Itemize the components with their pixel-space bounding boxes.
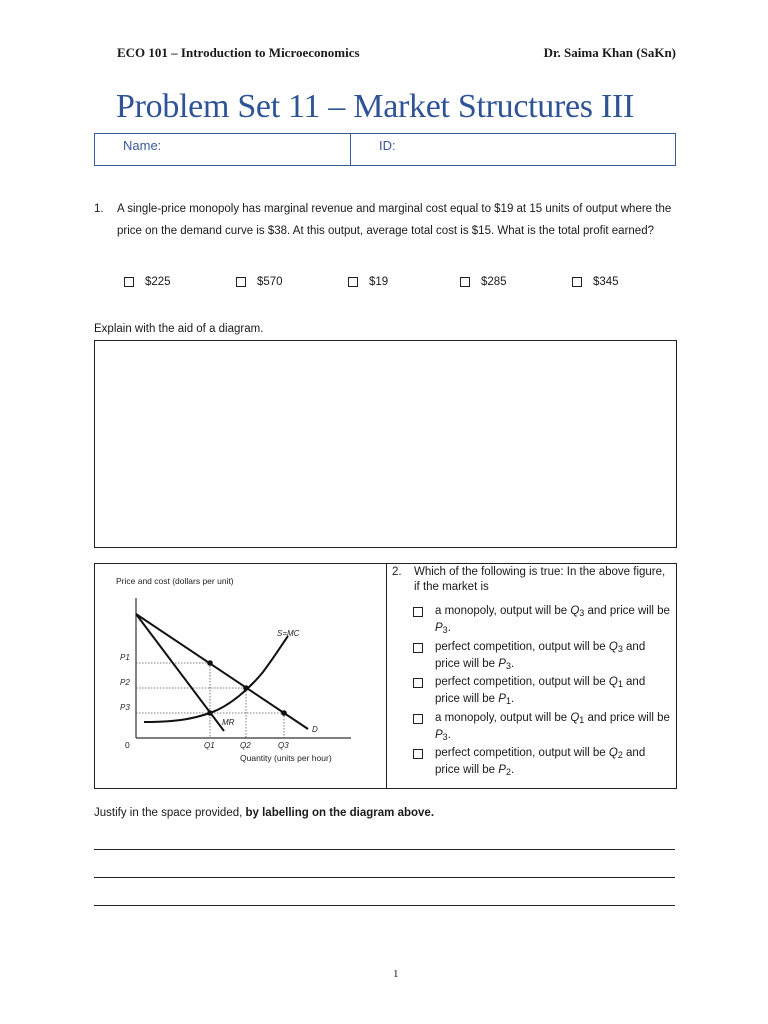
answer-line-1[interactable] (94, 849, 675, 850)
q1-option-label: $19 (369, 276, 389, 288)
justify-prompt: Justify in the space provided, by labelling on the diagram above. (94, 807, 435, 819)
origin-label: 0 (125, 740, 130, 750)
q1-option-1[interactable] (124, 276, 236, 288)
checkbox-icon[interactable] (413, 607, 423, 617)
question-1-text: A single-price monopoly has marginal revenue and marginal cost equal to $19 at 15 units of output where the price on the demand curve is $38. At this output, average total cost is $15. What is the total profit earned? (117, 203, 672, 237)
checkbox-icon[interactable] (413, 714, 423, 724)
question-2-stem: Which of the following is true: In the above figure, if the market is (414, 566, 666, 593)
q2-label: Q2 (240, 741, 251, 750)
monopoly-diagram (95, 564, 385, 788)
q1-option-label: $345 (593, 276, 619, 288)
question-1-options (124, 276, 684, 288)
mc-curve-label: S=MC (277, 629, 300, 638)
checkbox-icon[interactable] (572, 277, 582, 287)
q1-option-label: $285 (481, 276, 507, 288)
q1-option-label: $570 (257, 276, 283, 288)
demand-curve-label: D (312, 725, 318, 734)
answer-line-2[interactable] (94, 877, 675, 878)
checkbox-icon[interactable] (413, 643, 423, 653)
q2-option-3[interactable]: perfect competition, output will be $Q_1$ and price will be $P_1$. (393, 675, 670, 709)
q2-option-1[interactable]: a monopoly, output will be $Q_3$ and price will be $P_3$. (393, 604, 670, 638)
checkbox-icon[interactable] (413, 678, 423, 688)
explain-prompt: Explain with the aid of a diagram. (94, 323, 264, 335)
q1-option-3[interactable] (348, 276, 460, 288)
mr-curve-label: MR (222, 718, 235, 727)
economics-figure (95, 564, 387, 788)
question-2 (387, 564, 676, 788)
q1-option-2[interactable] (236, 276, 348, 288)
q2-option-4[interactable]: a monopoly, output will be $Q_1$ and price will be $P_3$. (393, 711, 670, 745)
course-header: ECO 101 – Introduction to Microeconomics (117, 45, 360, 60)
question-2-number: 2. (392, 566, 402, 578)
q1-option-label: $225 (145, 276, 171, 288)
instructor-header: Dr. Saima Khan (SaKn) (543, 45, 676, 60)
name-label: Name: (123, 138, 162, 153)
checkbox-icon[interactable] (236, 277, 246, 287)
question-2-table (94, 563, 677, 789)
x-axis-label: Quantity (units per hour) (240, 753, 332, 763)
diagram-answer-box[interactable] (94, 340, 677, 548)
page-number: 1 (393, 968, 399, 980)
id-label: ID: (379, 138, 396, 153)
p1-label: P1 (120, 653, 130, 662)
question-1 (94, 198, 679, 242)
name-field[interactable] (95, 134, 351, 165)
page-title: Problem Set 11 – Market Structures III (116, 88, 635, 125)
q2-option-5[interactable]: perfect competition, output will be $Q_2$ and price will be $P_2$. (393, 746, 670, 780)
q1-option-5[interactable] (572, 276, 684, 288)
checkbox-icon[interactable] (460, 277, 470, 287)
answer-line-3[interactable] (94, 905, 675, 906)
q1-option-4[interactable] (460, 276, 572, 288)
id-field[interactable] (351, 134, 396, 165)
y-axis-label: Price and cost (dollars per unit) (116, 576, 234, 586)
checkbox-icon[interactable] (348, 277, 358, 287)
question-1-number: 1. (94, 203, 104, 215)
checkbox-icon[interactable] (413, 749, 423, 759)
p2-label: P2 (120, 678, 130, 687)
checkbox-icon[interactable] (124, 277, 134, 287)
name-id-box (94, 133, 676, 166)
p3-label: P3 (120, 703, 130, 712)
q3-label: Q3 (278, 741, 289, 750)
q2-option-2[interactable]: perfect competition, output will be $Q_3$ and price will be $P_3$. (393, 640, 670, 674)
question-2-options (393, 604, 670, 780)
q1-label: Q1 (204, 741, 215, 750)
